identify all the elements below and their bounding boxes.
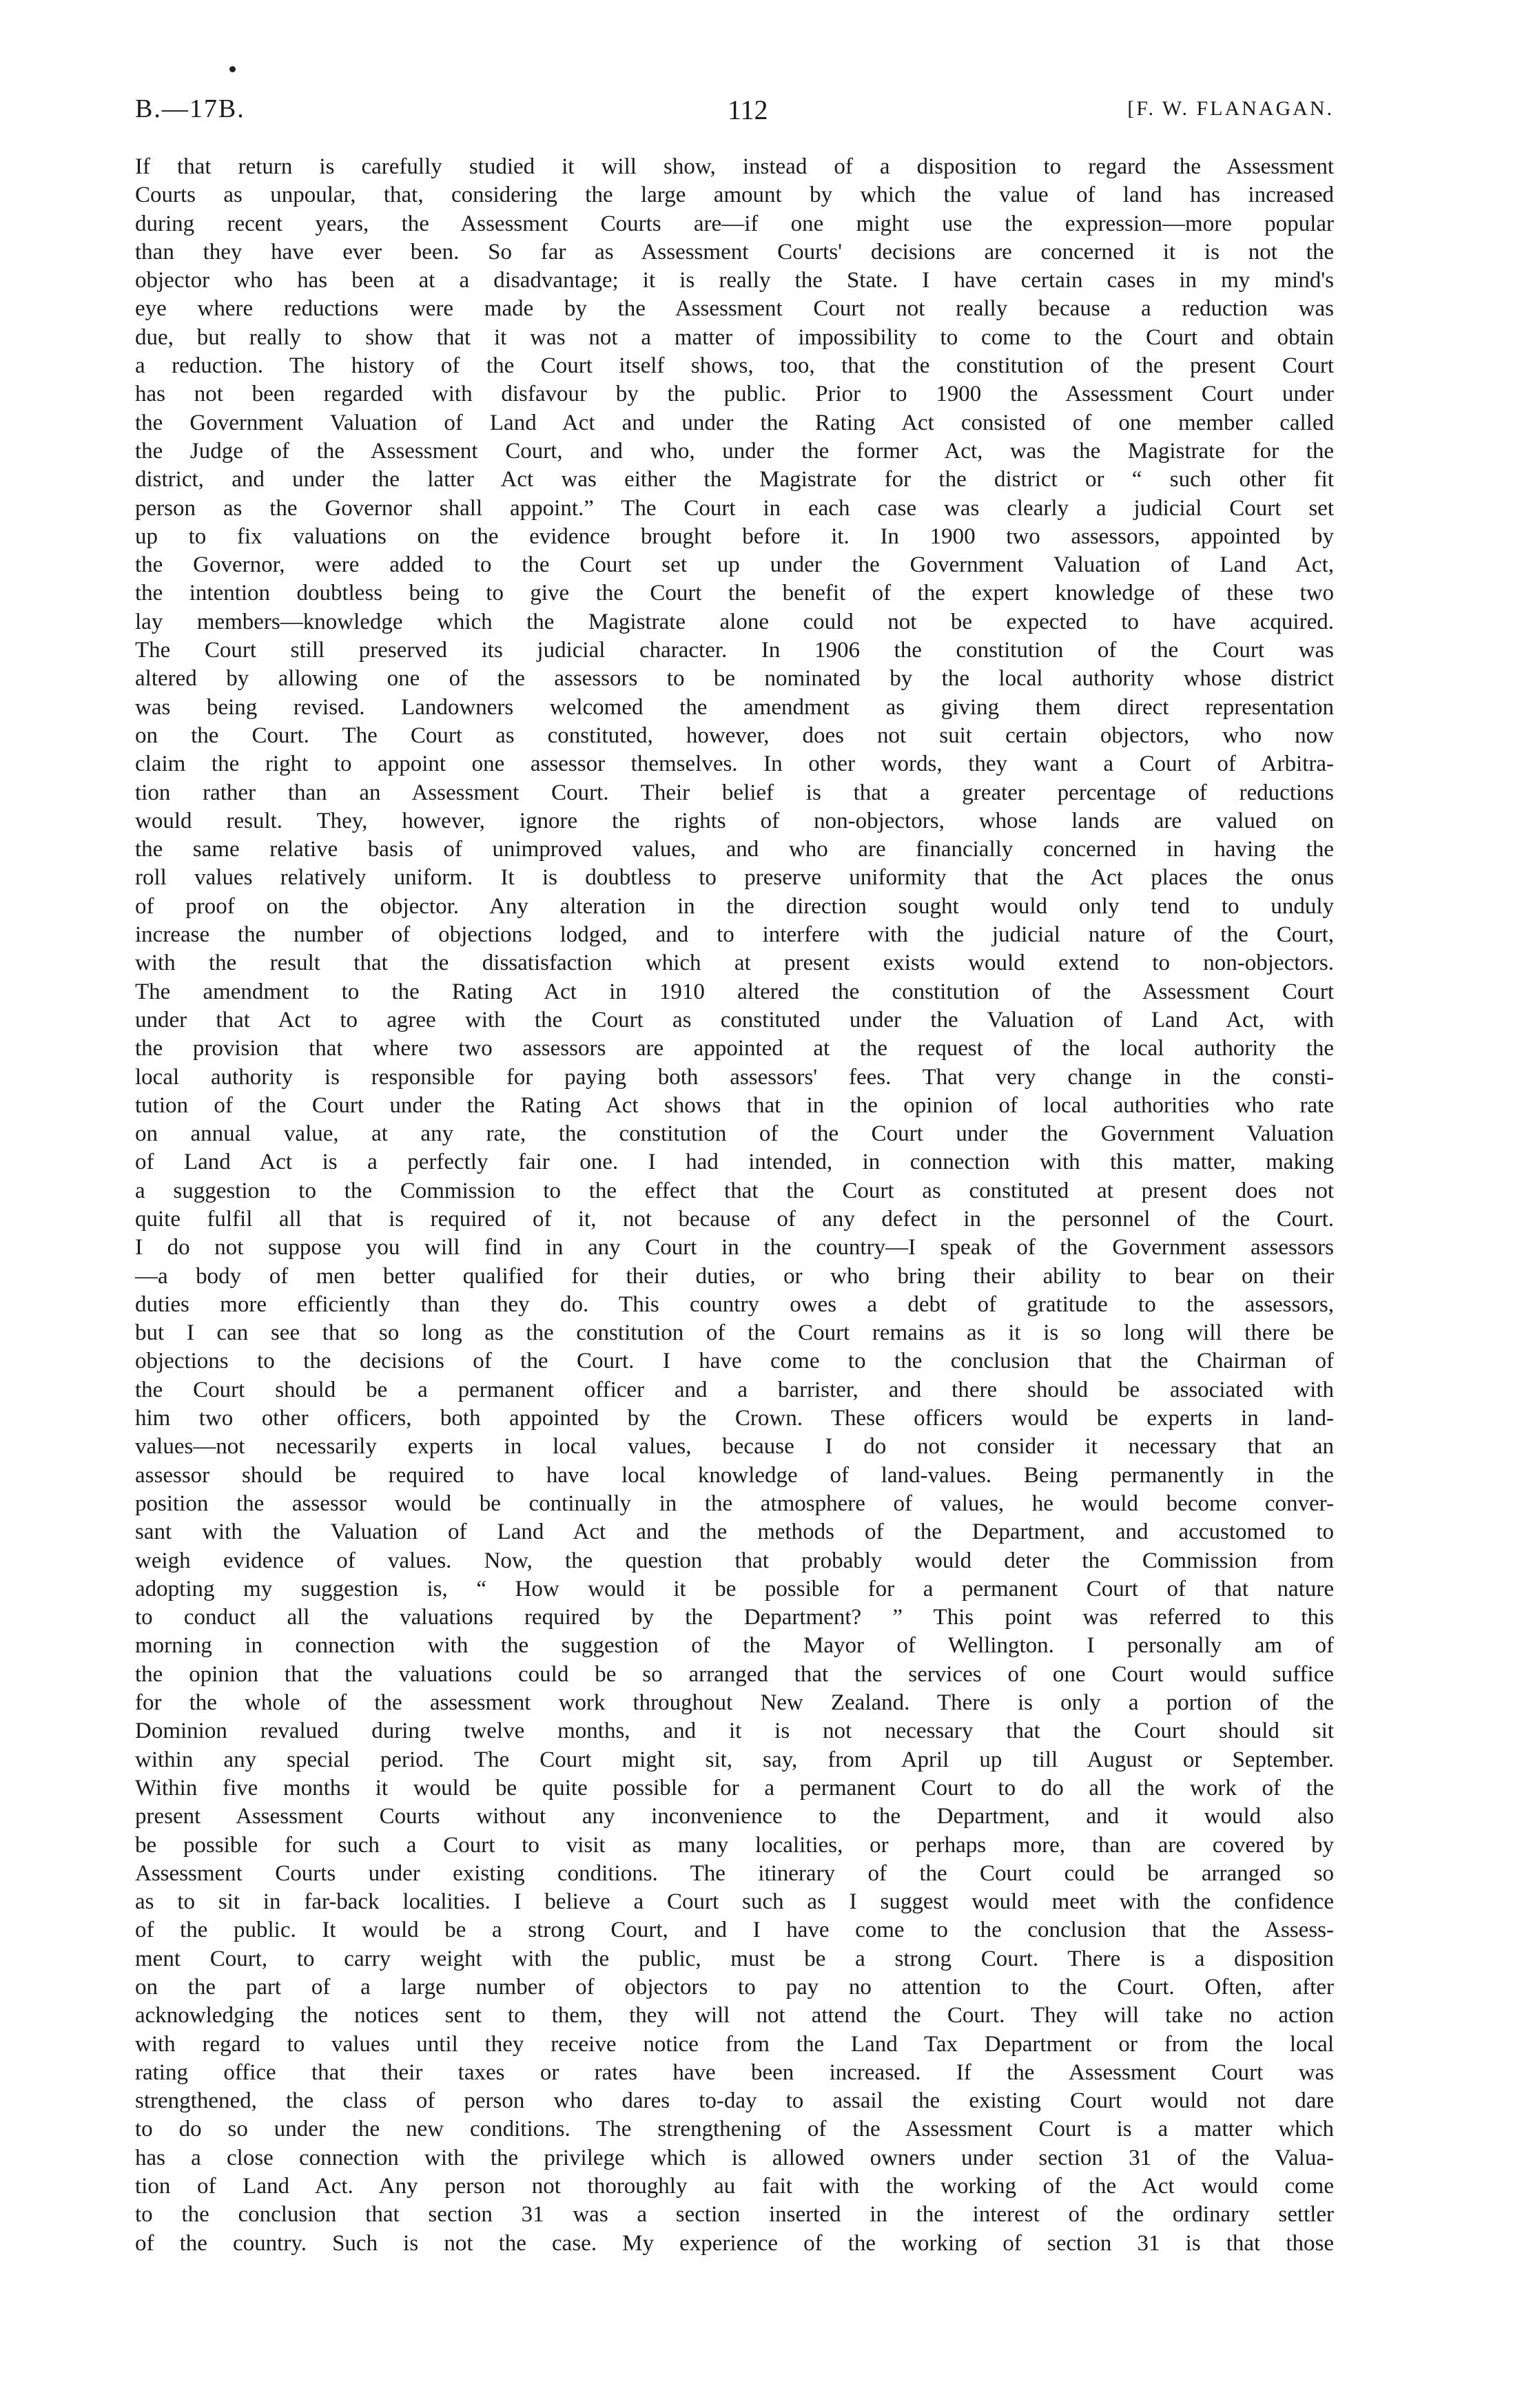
text-line: Within five months it would be quite possible for a permanent Court to do all the work of the [135,1775,1334,1800]
text-line: under that Act to agree with the Court as constituted under the Valuation of Land Act, with [135,1007,1334,1032]
text-line: would result. They, however, ignore the rights of non-objectors, whose lands are valued on [135,808,1334,833]
text-line: assessor should be required to have local knowledge of land-values. Being permanently in the [135,1462,1334,1488]
text-line: a reduction. The history of the Court itself shows, too, that the constitution of the present Court [135,353,1334,379]
text-line: the Governor, were added to the Court set up under the Government Valuation of Land Act, [135,552,1334,578]
text-line: for the whole of the assessment work throughout New Zealand. There is only a portion of the [135,1690,1334,1716]
text-line: the provision that where two assessors are appointed at the request of the local authority the [135,1036,1334,1061]
text-line: the same relative basis of unimproved values, and who are financially concerned in having the [135,837,1334,862]
text-line: strengthened, the class of person who dares to-day to assail the existing Court would not dare [135,2088,1334,2114]
text-line: was being revised. Landowners welcomed the amendment as giving them direct representation [135,694,1334,720]
page-header [135,94,1334,135]
text-line: of the country. Such is not the case. My experience of the working of section 31 is that those [135,2230,1334,2256]
text-line: person as the Governor shall appoint.” The Court in each case was clearly a judicial Court set [135,495,1334,521]
text-line: The Court still preserved its judicial character. In 1906 the constitution of the Court was [135,638,1334,663]
text-line: up to fix valuations on the evidence brought before it. In 1900 two assessors, appointed by [135,523,1334,549]
text-line: but I can see that so long as the constitution of the Court remains as it is so long will there be [135,1320,1334,1346]
text-line: local authority is responsible for paying both assessors' fees. That very change in the consti- [135,1064,1334,1090]
text-line: a suggestion to the Commission to the effect that the Court as constituted at present does not [135,1178,1334,1203]
text-line: of proof on the objector. Any alteration in the direction sought would only tend to unduly [135,893,1334,919]
text-line: altered by allowing one of the assessors to be nominated by the local authority whose district [135,666,1334,692]
text-line: roll values relatively uniform. It is doubtless to preserve uniformity that the Act places the onus [135,865,1334,891]
text-line: to do so under the new conditions. The strengthening of the Assessment Court is a matter which [135,2117,1334,2142]
text-line: on the Court. The Court as constituted, however, does not suit certain objectors, who now [135,723,1334,748]
text-line: increase the number of objections lodged, and to interfere with the judicial nature of the Court, [135,922,1334,948]
page-number: 112 [728,94,768,125]
text-line: —a body of men better qualified for their duties, or who bring their ability to bear on their [135,1263,1334,1289]
text-line: If that return is carefully studied it will show, instead of a disposition to regard the Assessment [135,154,1334,179]
text-line: with the result that the dissatisfaction which at present exists would extend to non-objectors. [135,951,1334,976]
text-line: the Judge of the Assessment Court, and who, under the former Act, was the Magistrate for the [135,438,1334,464]
text-line: adopting my suggestion is, “ How would it be possible for a permanent Court of that nature [135,1576,1334,1601]
text-line: be possible for such a Court to visit as many localities, or perhaps more, than are covered by [135,1832,1334,1858]
text-line: him two other officers, both appointed by the Crown. These officers would be experts in land- [135,1406,1334,1431]
text-line: rating office that their taxes or rates have been increased. If the Assessment Court was [135,2059,1334,2085]
text-line: claim the right to appoint one assessor themselves. In other words, they want a Court of Arbitra- [135,751,1334,777]
text-line: as to sit in far-back localities. I believe a Court such as I suggest would meet with the confidence [135,1889,1334,1915]
text-line: has a close connection with the privilege which is allowed owners under section 31 of the Valua- [135,2145,1334,2170]
text-line: I do not suppose you will find in any Court in the country—I speak of the Government assessors [135,1235,1334,1260]
print-mark-dot [229,66,236,72]
text-line: the Government Valuation of Land Act and under the Rating Act consisted of one member called [135,410,1334,435]
text-line: Assessment Courts under existing conditions. The itinerary of the Court could be arranged so [135,1860,1334,1886]
text-line: duties more efficiently than they do. This country owes a debt of gratitude to the assessors, [135,1291,1334,1317]
text-line: has not been regarded with disfavour by the public. Prior to 1900 the Assessment Court under [135,382,1334,407]
text-line: the intention doubtless being to give the Court the benefit of the expert knowledge of these two [135,581,1334,606]
testimony-paragraph [135,153,1334,2258]
text-line: of the public. It would be a strong Court, and I have come to the conclusion that the Assess- [135,1918,1334,1943]
text-line: district, and under the latter Act was either the Magistrate for the district or “ such other fit [135,467,1334,492]
text-line: weigh evidence of values. Now, the question that probably would deter the Commission from [135,1548,1334,1573]
text-line: during recent years, the Assessment Courts are—if one might use the expression—more popular [135,211,1334,236]
text-line: due, but really to show that it was not a matter of impossibility to come to the Court and obtain [135,324,1334,350]
paper-reference: B.—17B. [135,94,245,123]
text-line: tion rather than an Assessment Court. Their belief is that a greater percentage of reductions [135,780,1334,805]
text-line: objector who has been at a disadvantage; it is really the State. I have certain cases in my mind's [135,268,1334,293]
text-line: Courts as unpoular, that, considering the large amount by which the value of land has increased [135,183,1334,208]
text-line: with regard to values until they receive notice from the Land Tax Department or from the local [135,2031,1334,2057]
text-line: tution of the Court under the Rating Act shows that in the opinion of local authorities who rate [135,1092,1334,1118]
text-line: morning in connection with the suggestion of the Mayor of Wellington. I personally am of [135,1633,1334,1659]
text-line: to the conclusion that section 31 was a section inserted in the interest of the ordinary settler [135,2202,1334,2228]
text-line: to conduct all the valuations required by the Department? ” This point was referred to this [135,1605,1334,1630]
text-line: present Assessment Courts without any inconvenience to the Department, and it would also [135,1804,1334,1829]
text-line: within any special period. The Court might sit, say, from April up till August or September. [135,1747,1334,1772]
text-line: on annual value, at any rate, the constitution of the Court under the Government Valuation [135,1121,1334,1147]
text-line: sant with the Valuation of Land Act and the methods of the Department, and accustomed to [135,1519,1334,1545]
text-line: position the assessor would be continually in the atmosphere of values, he would become conver- [135,1491,1334,1516]
text-line: values—not necessarily experts in local values, because I do not consider it necessary that an [135,1434,1334,1460]
text-line: lay members—knowledge which the Magistrate alone could not be expected to have acquired. [135,609,1334,634]
text-line: The amendment to the Rating Act in 1910 altered the constitution of the Assessment Court [135,979,1334,1004]
text-line: the Court should be a permanent officer and a barrister, and there should be associated with [135,1377,1334,1402]
witness-name: [F. W. FLANAGAN. [1127,97,1334,120]
text-line: the opinion that the valuations could be so arranged that the services of one Court would suffice [135,1661,1334,1687]
text-line: on the part of a large number of objectors to pay no attention to the Court. Often, after [135,1975,1334,2000]
text-line: than they have ever been. So far as Assessment Courts' decisions are concerned it is not the [135,239,1334,264]
text-line: objections to the decisions of the Court. I have come to the conclusion that the Chairman of [135,1349,1334,1374]
text-line: ment Court, to carry weight with the public, must be a strong Court. There is a disposition [135,1946,1334,1971]
text-line: eye where reductions were made by the Assessment Court not really because a reduction was [135,296,1334,322]
text-line: Dominion revalued during twelve months, and it is not necessary that the Court should sit [135,1719,1334,1744]
text-line: acknowledging the notices sent to them, they will not attend the Court. They will take no action [135,2003,1334,2028]
text-line: quite fulfil all that is required of it, not because of any defect in the personnel of the Court. [135,1206,1334,1232]
text-line: tion of Land Act. Any person not thoroughly au fait with the working of the Act would come [135,2174,1334,2199]
text-line: of Land Act is a perfectly fair one. I had intended, in connection with this matter, making [135,1150,1334,1175]
